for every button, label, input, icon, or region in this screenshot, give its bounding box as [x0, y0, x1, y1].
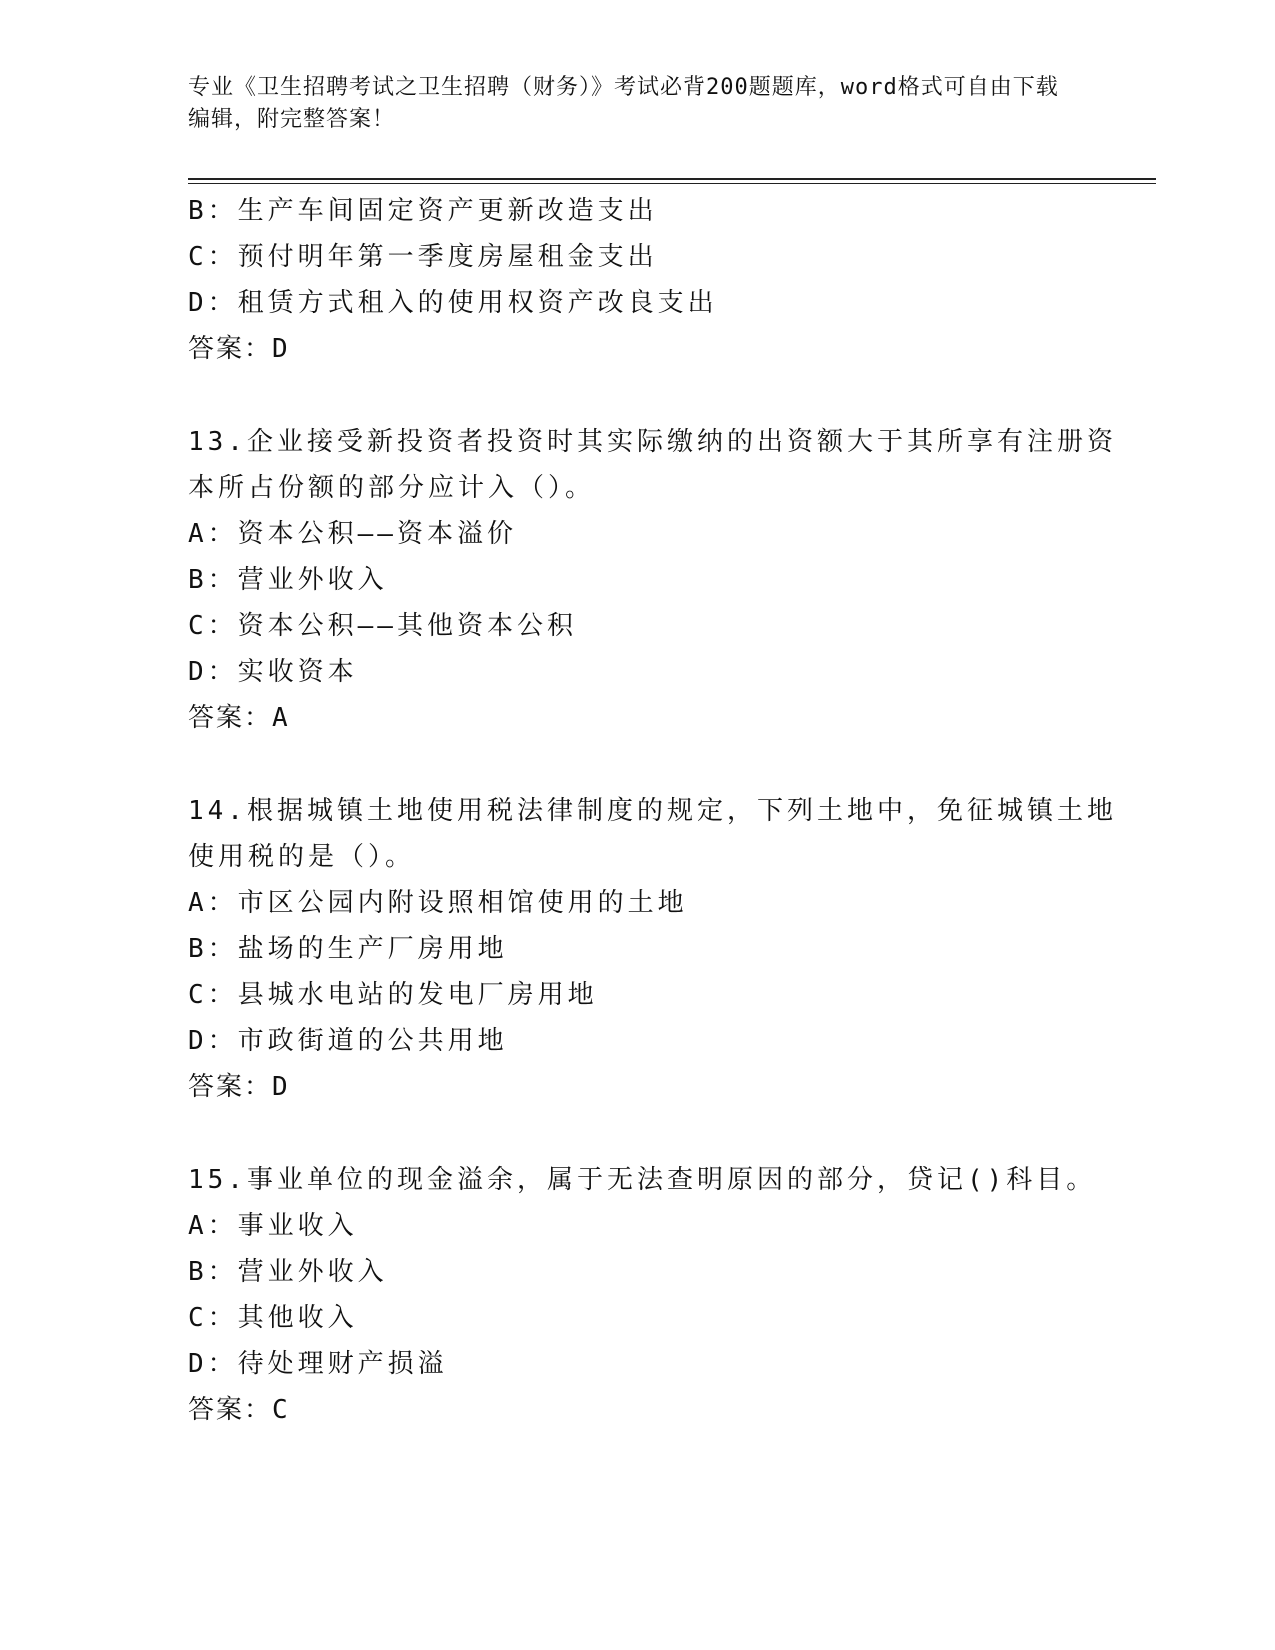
option-a: A：市区公园内附设照相馆使用的土地 — [188, 888, 688, 918]
option-c: C：资本公积——其他资本公积 — [188, 611, 577, 641]
option-c: C：县城水电站的发电厂房用地 — [188, 980, 598, 1010]
question-title-continued: 本所占份额的部分应计入（）。 — [188, 473, 596, 503]
option-a: A：事业收入 — [188, 1211, 358, 1241]
option-d: D：实收资本 — [188, 657, 358, 687]
spacer — [188, 1110, 1088, 1157]
spacer — [188, 372, 1088, 419]
option-d: D：市政街道的公共用地 — [188, 1026, 508, 1056]
answer-line: 答案：A — [188, 703, 290, 733]
question-title-continued: 使用税的是（）。 — [188, 842, 416, 872]
question-14 — [188, 788, 1117, 1110]
question-title: 14.根据城镇土地使用税法律制度的规定，下列土地中，免征城镇土地 — [188, 796, 1117, 826]
option-c: C：其他收入 — [188, 1303, 358, 1333]
prev-question-block — [188, 188, 1088, 372]
option-b: B：盐场的生产厂房用地 — [188, 934, 508, 964]
answer-line: 答案：C — [188, 1395, 290, 1425]
header-divider-thick — [188, 178, 1156, 180]
option-c: C：预付明年第一季度房屋租金支出 — [188, 242, 658, 272]
answer-line: 答案：D — [188, 334, 290, 364]
document-header: 专业《卫生招聘考试之卫生招聘（财务）》考试必背200题题库，word格式可自由下载编辑，附完整答案！ — [188, 75, 1059, 132]
question-title: 15.事业单位的现金溢余，属于无法查明原因的部分，贷记()科目。 — [188, 1165, 1097, 1195]
option-b: B：营业外收入 — [188, 1257, 388, 1287]
question-content — [188, 188, 1117, 1433]
option-a: A：资本公积——资本溢价 — [188, 519, 517, 549]
header-divider-thin — [188, 183, 1156, 184]
answer-line: 答案：D — [188, 1072, 290, 1102]
option-d: D：租赁方式租入的使用权资产改良支出 — [188, 288, 718, 318]
spacer — [188, 741, 1088, 788]
option-b: B：生产车间固定资产更新改造支出 — [188, 196, 658, 226]
question-title: 13.企业接受新投资者投资时其实际缴纳的出资额大于其所享有注册资 — [188, 427, 1117, 457]
question-15 — [188, 1157, 1097, 1433]
option-d: D：待处理财产损溢 — [188, 1349, 448, 1379]
option-b: B：营业外收入 — [188, 565, 388, 595]
question-13 — [188, 419, 1117, 741]
